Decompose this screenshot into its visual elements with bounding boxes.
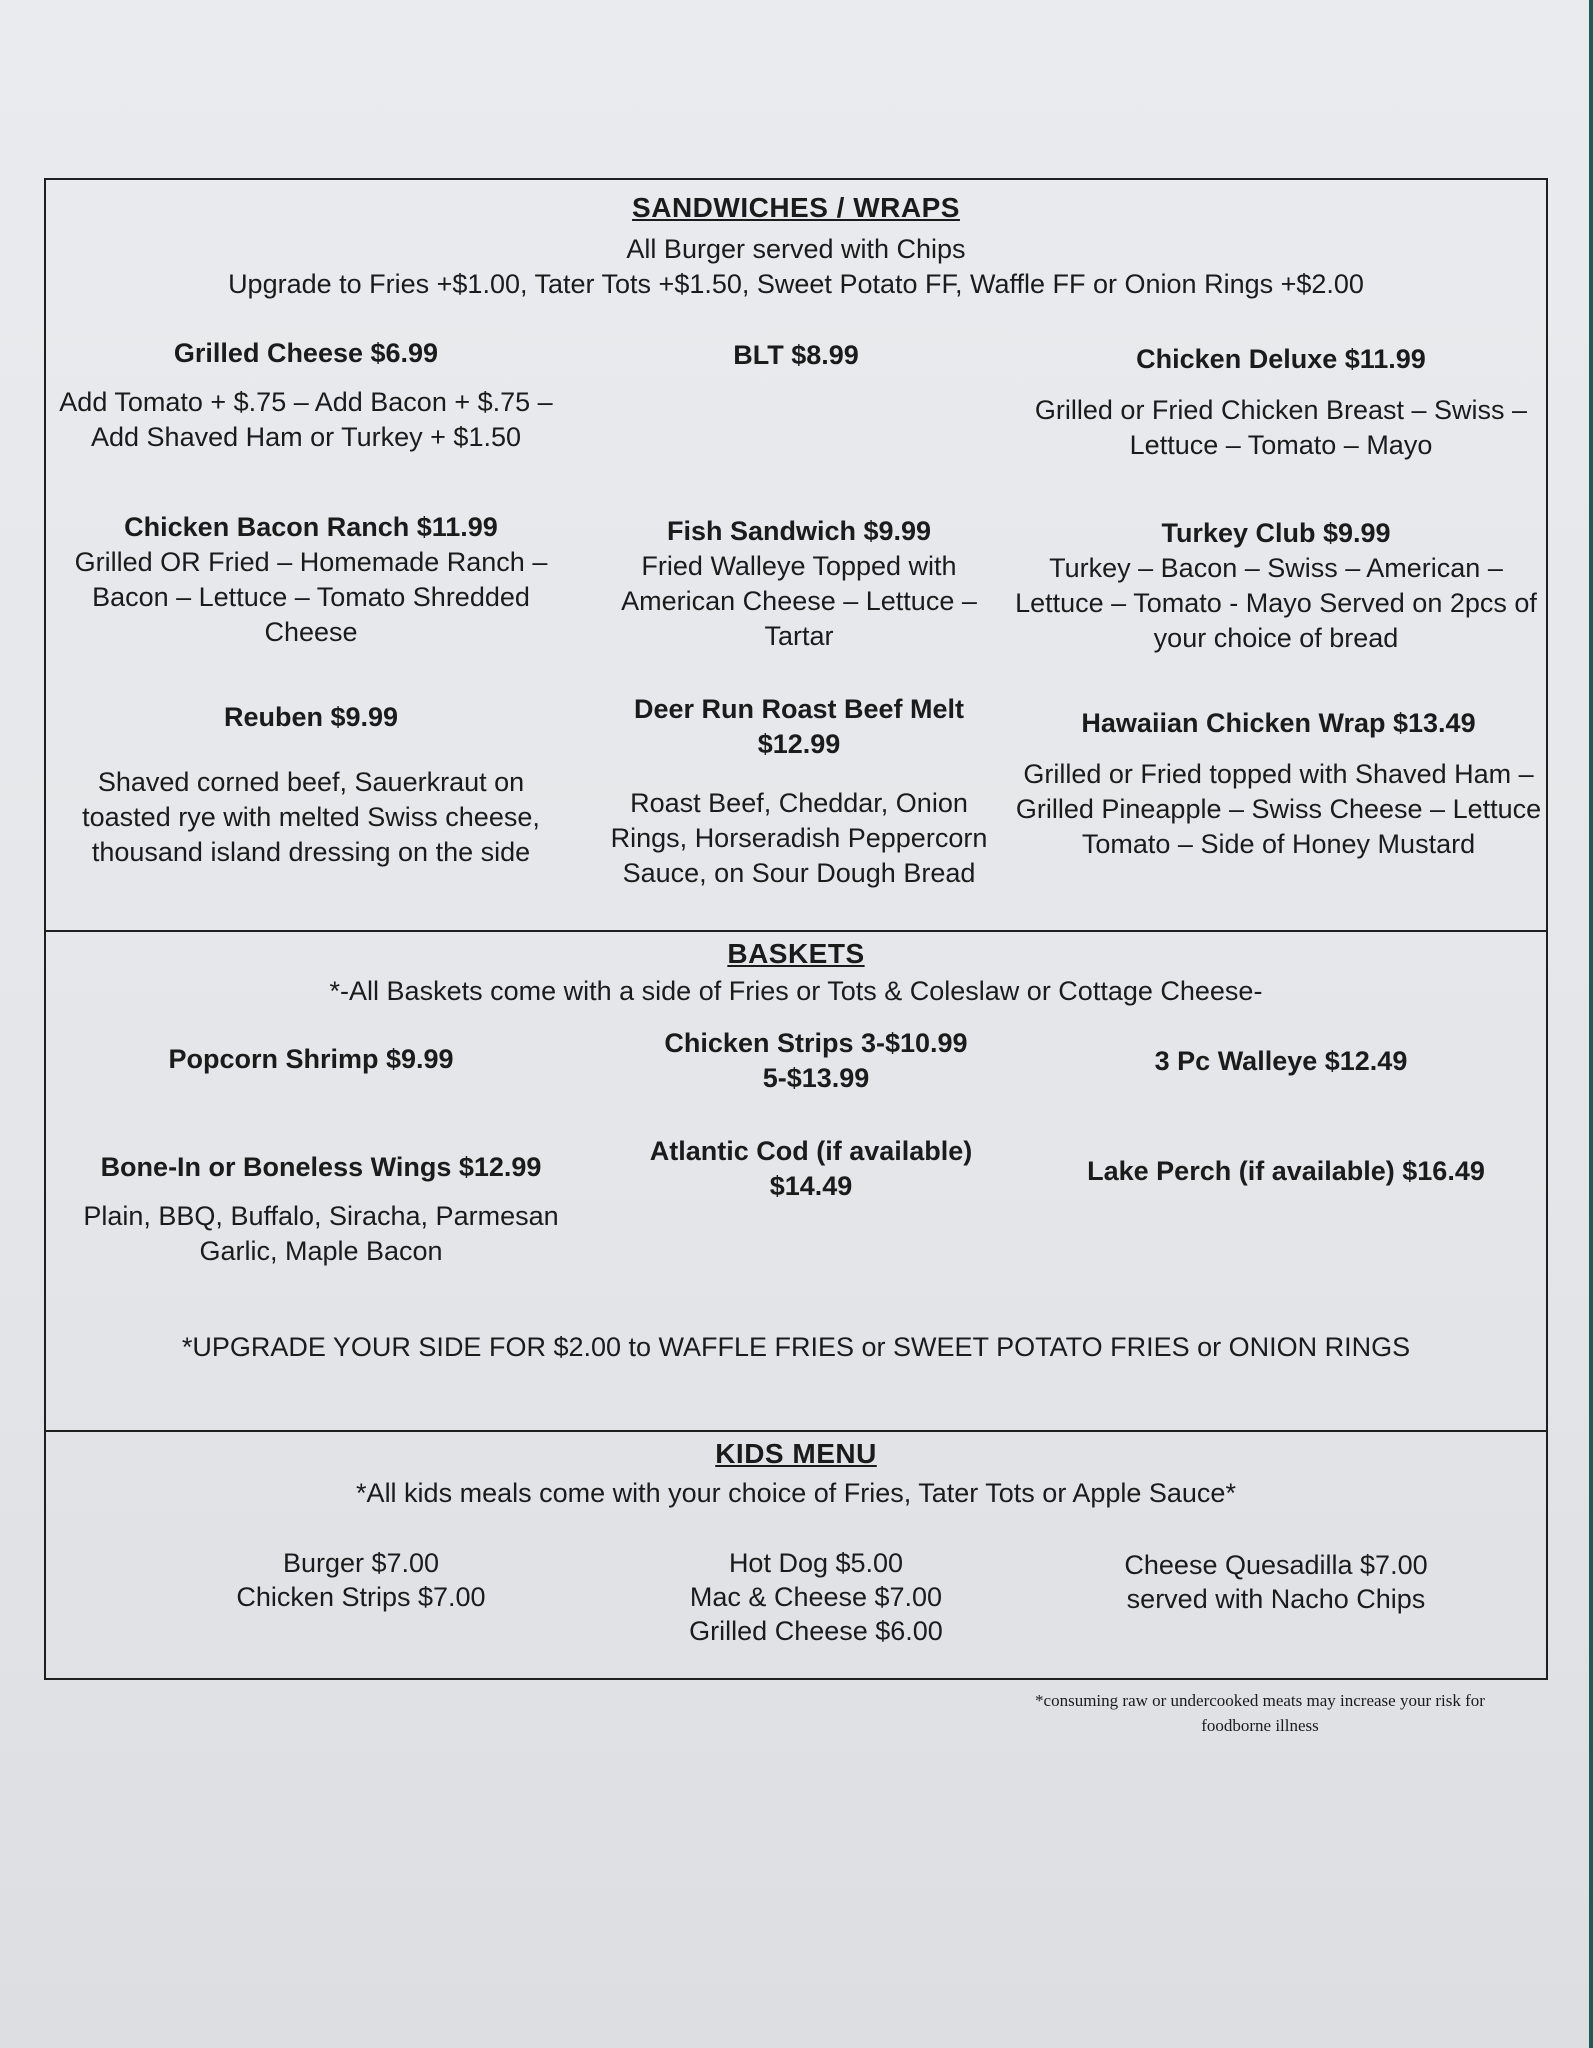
section-title: BASKETS: [727, 938, 865, 969]
section-note: *All kids meals come with your choice of Fries, Tater Tots or Apple Sauce*: [356, 1478, 1236, 1508]
kids-item: Cheese Quesadilla $7.00: [1124, 1550, 1428, 1580]
kids-column: [1046, 1548, 1506, 1616]
item-description: Plain, BBQ, Buffalo, Siracha, Parmesan Garlic, Maple Bacon: [83, 1201, 559, 1266]
section-baskets: [46, 932, 1546, 1432]
kids-column: [606, 1546, 1026, 1648]
section-title: SANDWICHES / WRAPS: [632, 192, 960, 223]
item-description: Grilled or Fried topped with Shaved Ham – Grilled Pineapple – Swiss Cheese – Lettuce Tomato – Side of Honey Mustard: [1015, 759, 1542, 859]
item-name: Chicken Strips 3-$10.99 5-$13.99: [664, 1028, 968, 1093]
page-edge: [1589, 0, 1593, 2048]
menu-item: [599, 514, 999, 654]
disclaimer-line: foodborne illness: [1201, 1716, 1319, 1735]
item-name: Fish Sandwich $9.99: [666, 516, 932, 546]
kids-column: [136, 1546, 586, 1614]
kids-item: Mac & Cheese $7.00: [689, 1582, 943, 1612]
menu-item: [616, 1026, 1016, 1096]
menu-item: [591, 338, 1001, 373]
section-note: All Burger served with Chips: [626, 234, 966, 264]
menu-item: [56, 336, 556, 455]
item-name: Popcorn Shrimp $9.99: [168, 1044, 454, 1074]
section-sandwiches-wraps: [46, 180, 1546, 932]
menu-item: [621, 1134, 1001, 1204]
menu-item: [1036, 1154, 1536, 1189]
item-description: Turkey – Bacon – Swiss – American – Lettuce – Tomato - Mayo Served on 2pcs of your choice of bread: [1015, 553, 1537, 653]
kids-item: served with Nacho Chips: [1126, 1584, 1426, 1614]
upgrade-note: *UPGRADE YOUR SIDE FOR $2.00 to WAFFLE FRIES or SWEET POTATO FRIES or ONION RINGS: [181, 1332, 1411, 1362]
item-description: Roast Beef, Cheddar, Onion Rings, Horseradish Peppercorn Sauce, on Sour Dough Bread: [610, 788, 988, 888]
menu-item: [1011, 706, 1546, 862]
item-name: Deer Run Roast Beef Melt $12.99: [633, 694, 965, 759]
kids-item: Hot Dog $5.00: [728, 1548, 904, 1578]
menu-item: [61, 510, 561, 650]
section-note: *-All Baskets come with a side of Fries or Tots & Coleslaw or Cottage Cheese-: [329, 976, 1263, 1006]
item-name: 3 Pc Walleye $12.49: [1154, 1046, 1408, 1076]
item-name: Reuben $9.99: [223, 702, 399, 732]
item-name: BLT $8.99: [733, 340, 859, 370]
item-name: Grilled Cheese $6.99: [173, 338, 439, 368]
health-disclaimer: [1010, 1688, 1510, 1738]
item-description: Grilled OR Fried – Homemade Ranch – Bacon – Lettuce – Tomato Shredded Cheese: [74, 547, 548, 647]
menu-item: [56, 1150, 586, 1269]
item-description: Fried Walleye Topped with American Cheese – Lettuce – Tartar: [621, 551, 977, 651]
section-kids-menu: [46, 1432, 1546, 1678]
item-description: Grilled or Fried Chicken Breast – Swiss – Lettuce – Tomato – Mayo: [1034, 395, 1528, 460]
item-name: Chicken Bacon Ranch $11.99: [124, 512, 498, 542]
menu-item: [1046, 1044, 1516, 1079]
disclaimer-line: *consuming raw or undercooked meats may increase your risk for: [1035, 1691, 1485, 1710]
item-name: Turkey Club $9.99: [1161, 518, 1391, 548]
item-description: Add Tomato + $.75 – Add Bacon + $.75 – Add Shaved Ham or Turkey + $1.50: [59, 387, 553, 452]
kids-item: Burger $7.00: [282, 1548, 440, 1578]
menu-item: [1016, 342, 1546, 463]
item-description: Shaved corned beef, Sauerkraut on toasted rye with melted Swiss cheese, thousand island dressing on the side: [82, 767, 540, 867]
upgrade-note: Upgrade to Fries +$1.00, Tater Tots +$1.50, Sweet Potato FF, Waffle FF or Onion Rings +$2.00: [228, 269, 1364, 299]
menu-item: [66, 700, 556, 870]
item-name: Chicken Deluxe $11.99: [1136, 344, 1426, 374]
item-name: Lake Perch (if available) $16.49: [1087, 1156, 1485, 1186]
section-title: KIDS MENU: [715, 1438, 877, 1469]
menu-item: [594, 692, 1004, 891]
menu-frame: [44, 178, 1548, 1680]
item-name: Bone-In or Boneless Wings $12.99: [100, 1152, 542, 1182]
kids-item: Grilled Cheese $6.00: [689, 1616, 943, 1646]
menu-item: [1006, 516, 1546, 656]
menu-item: [86, 1042, 536, 1077]
kids-item: Chicken Strips $7.00: [236, 1582, 486, 1612]
item-name: Hawaiian Chicken Wrap $13.49: [1081, 708, 1476, 738]
item-name: Atlantic Cod (if available) $14.49: [649, 1136, 973, 1201]
